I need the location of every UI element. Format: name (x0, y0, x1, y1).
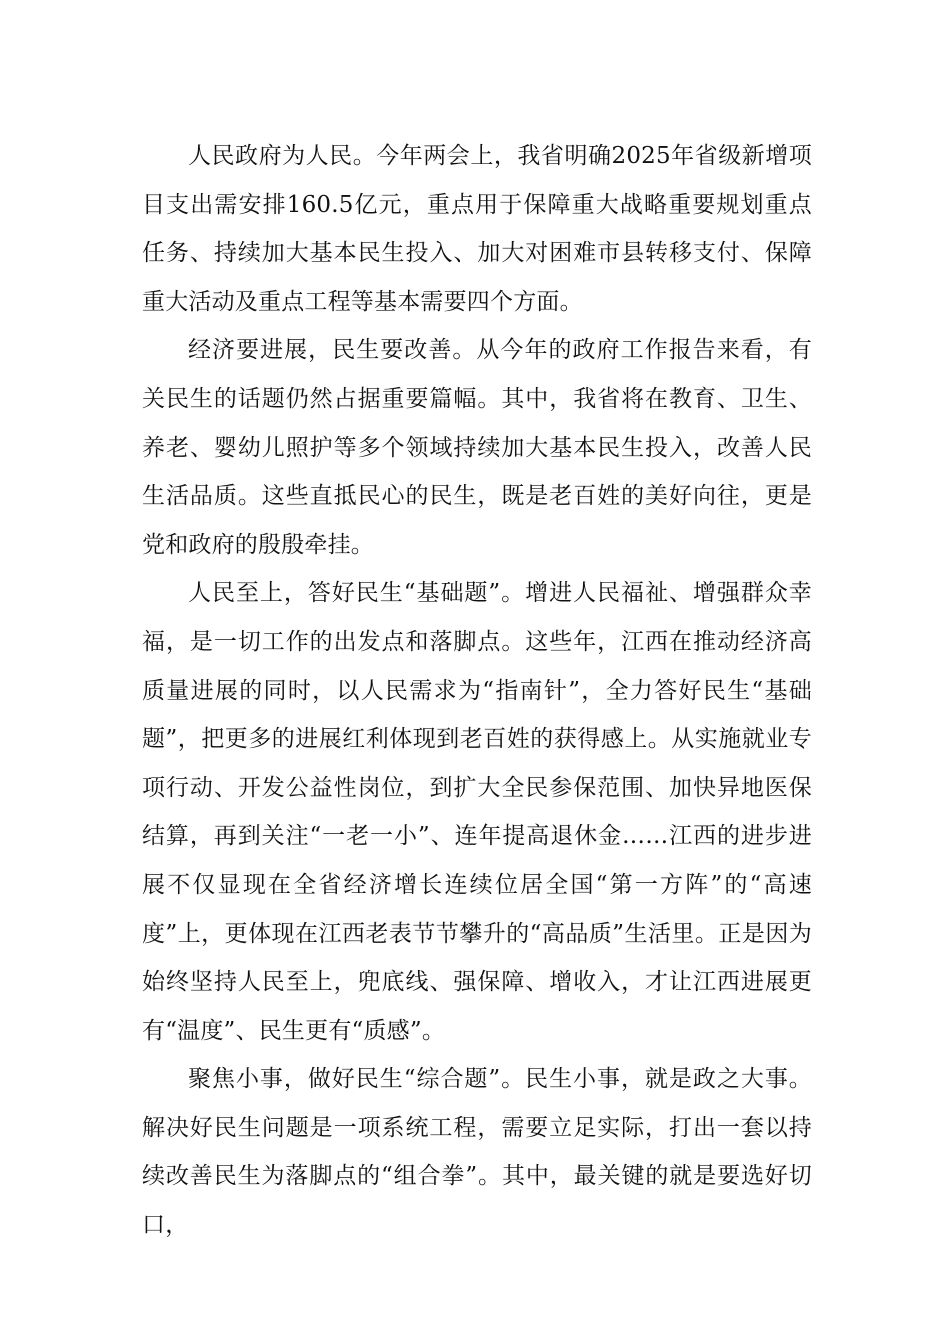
paragraph-1: 人民政府为人民。今年两会上，我省明确2025年省级新增项目支出需安排160.5亿元，重点用于保障重大战略重要规划重点任务、持续加大基本民生投入、加大对困难市县转移支付、保障重大活动及重点工程等基本需要四个方面。 (142, 143, 812, 315)
paragraph-3: 人民至上，答好民生“基础题”。增进人民福祉、增强群众幸福，是一切工作的出发点和落脚点。这些年，江西在推动经济高质量进展的同时，以人民需求为“指南针”，全力答好民生“基础题”，把更多的进展红利体现到老百姓的获得感上。从实施就业专项行动、开发公益性岗位，到扩大全民参保范围、加快异地医保结算，再到关注“一老一小”、连年提高退休金……江西的进步进展不仅显现在全省经济增长连续位居全国“第一方阵”的“高速度”上，更体现在江西老表节节攀升的“高品质”生活里。正是因为始终坚持人民至上，兜底线、强保障、增收入，才让江西进展更有“温度”、民生更有“质感”。 (142, 580, 812, 1044)
paragraph-2: 经济要进展，民生要改善。从今年的政府工作报告来看，有关民生的话题仍然占据重要篇幅。其中，我省将在教育、卫生、养老、婴幼儿照护等多个领域持续加大基本民生投入，改善人民生活品质。这些直抵民心的民生，既是老百姓的美好向往，更是党和政府的殷殷牵挂。 (142, 337, 812, 558)
body-text (142, 132, 812, 1250)
paragraph-4: 聚焦小事，做好民生“综合题”。民生小事，就是政之大事。解决好民生问题是一项系统工程，需要立足实际，打出一套以持续改善民生为落脚点的“组合拳”。其中，最关键的就是要选好切口， (142, 1066, 812, 1239)
